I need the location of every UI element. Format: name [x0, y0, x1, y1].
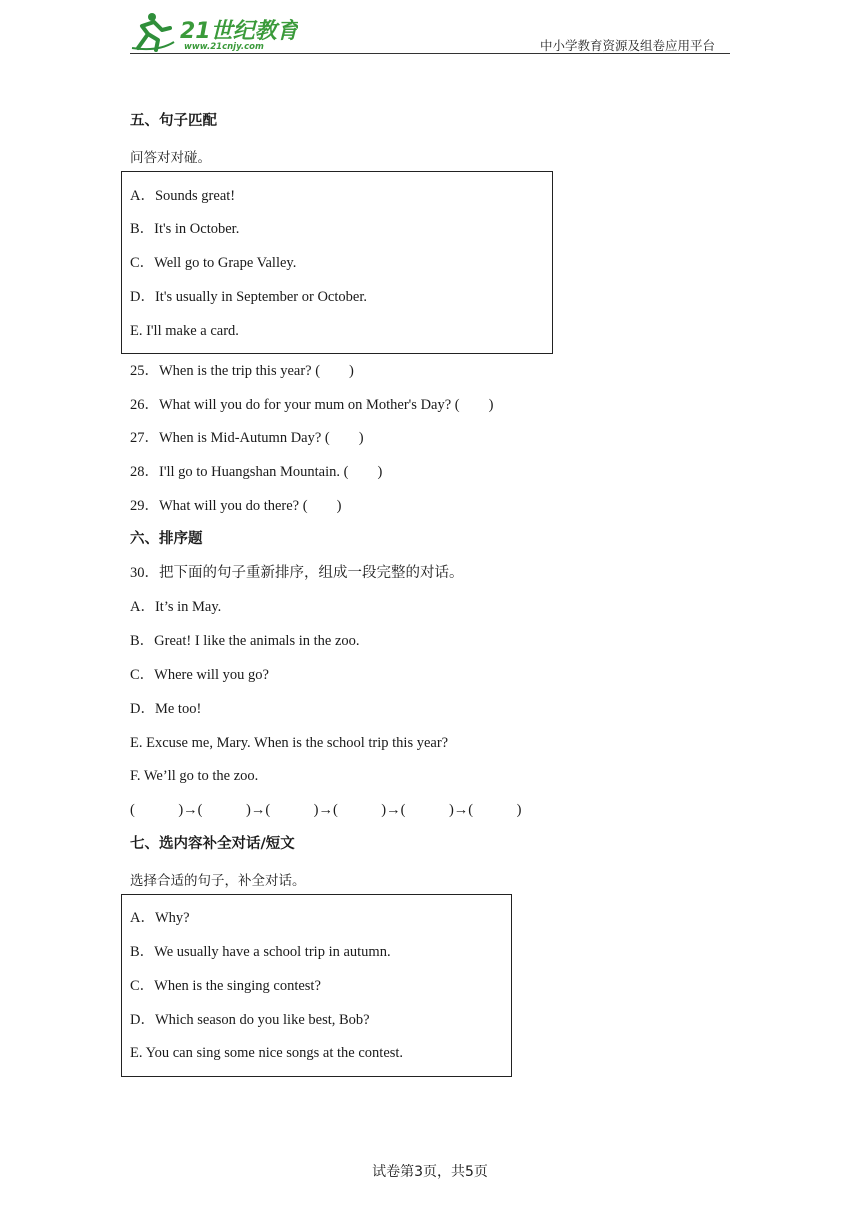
order-item: C．Where will you go?	[130, 667, 269, 683]
option-item: B．It's in October.	[130, 221, 240, 237]
option-item: D．Which season do you like best, Bob?	[130, 1012, 370, 1028]
question-30: 30．把下面的句子重新排序，组成一段完整的对话。	[130, 565, 464, 581]
question-25: 25．When is the trip this year? ( )	[130, 363, 354, 379]
option-item: A．Why?	[130, 910, 190, 926]
option-item: A．Sounds great!	[130, 188, 236, 204]
option-item: E. I'll make a card.	[130, 323, 239, 339]
section-5-title: 五、句子匹配	[130, 113, 217, 129]
page-number-footer: 试卷第3页，共5页	[372, 1164, 488, 1180]
option-item: E. You can sing some nice songs at the contest.	[130, 1045, 404, 1061]
order-item: B．Great! I like the animals in the zoo.	[130, 633, 360, 649]
order-item: F. We’ll go to the zoo.	[130, 768, 259, 784]
header-divider	[130, 53, 730, 54]
order-item: E. Excuse me, Mary. When is the school trip this year?	[130, 735, 449, 751]
order-item: D．Me too!	[130, 701, 202, 717]
section-7-title: 七、选内容补全对话/短文	[130, 836, 295, 852]
logo-text: 21世纪教育	[180, 19, 298, 44]
section-5-instruction: 问答对对碰。	[130, 150, 211, 166]
question-27: 27．When is Mid-Autumn Day? ( )	[130, 430, 364, 446]
runner-icon	[132, 13, 174, 50]
question-26: 26．What will you do for your mum on Mother's Day? ( )	[130, 397, 494, 413]
order-item: A．It’s in May.	[130, 599, 222, 615]
option-item: C．When is the singing contest?	[130, 978, 321, 994]
option-item: B．We usually have a school trip in autumn.	[130, 944, 391, 960]
option-item: C．Well go to Grape Valley.	[130, 255, 297, 271]
option-item: D．It's usually in September or October.	[130, 289, 367, 305]
question-28: 28．I'll go to Huangshan Mountain. ( )	[130, 464, 383, 480]
section-6-title: 六、排序题	[130, 531, 203, 547]
section-7-instruction: 选择合适的句子，补全对话。	[130, 873, 306, 889]
logo-url: www.21cnjy.com	[184, 42, 264, 52]
site-logo	[128, 8, 298, 54]
question-29: 29．What will you do there? ( )	[130, 498, 342, 514]
header-platform-text: 中小学教育资源及组卷应用平台	[540, 38, 716, 53]
order-answer-line: ( )→( )→( )→( )→( )→( )	[130, 802, 522, 818]
